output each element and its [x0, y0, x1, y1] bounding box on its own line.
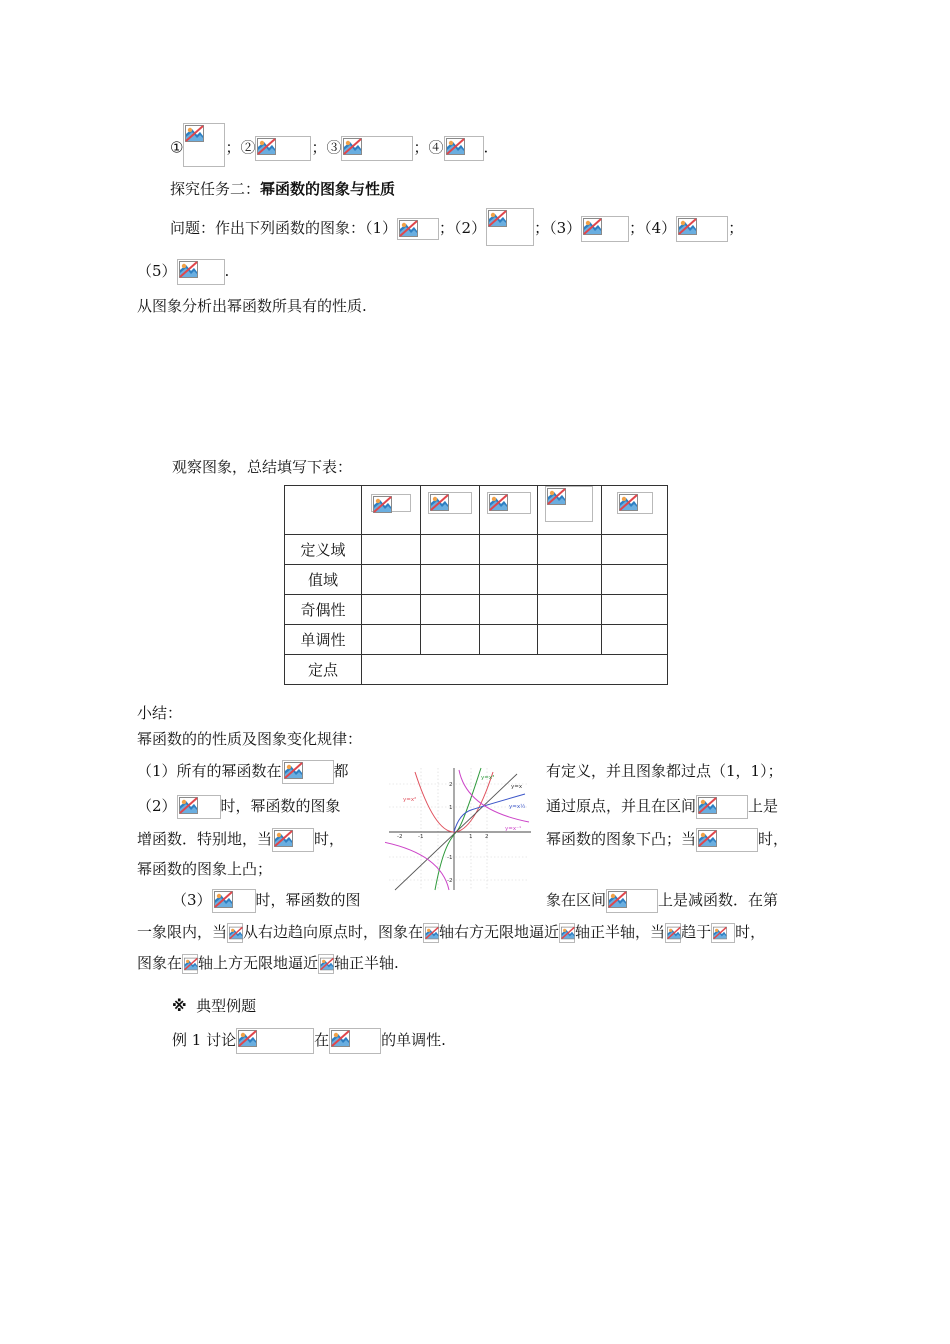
broken-image-icon [343, 138, 362, 155]
summary-p2: （2） 时，幂函数的图象 [137, 795, 341, 817]
properties-table [284, 485, 668, 685]
summary-subtitle: 幂函数的的性质及图象变化规律： [137, 730, 363, 748]
label-linear: y=x [511, 784, 523, 790]
question-line: 问题：作出下列函数的图象：（1） ；（2） ；（3） ；（4） ； [170, 216, 743, 238]
summary-p4: 幂函数的图象上凸； [137, 860, 273, 878]
formula-image [581, 216, 629, 242]
example-1: 例 1 讨论 在 的单调性. [172, 1028, 446, 1050]
formula-image [487, 492, 531, 514]
table-row: 定点 [285, 655, 668, 685]
formula-image [236, 1028, 314, 1054]
formula-image [329, 1028, 381, 1054]
tick-x-2: 2 [485, 834, 489, 840]
formula-image [212, 889, 256, 913]
summary-p3-right: 幂函数的图象下凸；当 时， [546, 828, 788, 850]
broken-image-icon [284, 762, 303, 779]
broken-image-icon [488, 210, 507, 227]
task2-heading: 探究任务二：幂函数的图象与性质 [170, 180, 396, 198]
formula-image [545, 486, 593, 522]
broken-image-icon [179, 261, 198, 278]
formula-image [444, 136, 484, 161]
broken-image-icon [257, 138, 276, 155]
item-marker-2: ；② [225, 138, 256, 157]
label-inverse: y=x⁻¹ [505, 826, 522, 832]
formula-image [177, 259, 225, 285]
broken-image-icon [430, 494, 449, 511]
formula-image [559, 923, 575, 943]
formula-image [272, 828, 314, 852]
observe-text: 观察图象，总结填写下表： [172, 458, 353, 476]
summary-p1: （1）所有的幂函数在 都 [137, 760, 349, 782]
task2-title: 幂函数的图象与性质 [260, 180, 396, 198]
summary-p2-right: 通过原点，并且在区间 上是 [546, 795, 778, 817]
table-row: 奇偶性 [285, 595, 668, 625]
tick-x-m1: -1 [418, 834, 424, 840]
table-row: 值域 [285, 565, 668, 595]
tick-y-1: 1 [449, 805, 453, 811]
formula-image [423, 923, 439, 943]
broken-image-icon [713, 925, 727, 941]
broken-image-icon [373, 496, 392, 513]
broken-image-icon [489, 494, 508, 511]
tick-y-m1: -1 [447, 855, 453, 861]
summary-p5: （3） 时，幂函数的图 [172, 889, 361, 911]
formula-image [428, 492, 472, 514]
tick-x-1: 1 [469, 834, 473, 840]
broken-image-icon [229, 925, 243, 941]
analyze-text: 从图象分析出幂函数所具有的性质. [137, 297, 367, 315]
broken-image-icon [425, 925, 439, 941]
formula-image [676, 216, 728, 242]
table-row: 单调性 [285, 625, 668, 655]
broken-image-icon [583, 218, 602, 235]
formula-image [182, 954, 198, 974]
broken-image-icon [446, 138, 465, 155]
broken-image-icon [547, 488, 566, 505]
formula-image [341, 136, 413, 161]
formula-image [617, 492, 653, 514]
tick-y-2: 2 [449, 782, 453, 788]
broken-image-icon [561, 925, 575, 941]
item-marker-3: ；③ [311, 138, 342, 157]
formula-image [696, 828, 758, 852]
broken-image-icon [619, 494, 638, 511]
label-sqrt: y=x½ [509, 804, 526, 810]
curve-x-cubed [435, 768, 481, 890]
label-square: y=x² [403, 797, 417, 803]
label-cube: y=x³ [481, 775, 495, 781]
summary-p1-right: 有定义，并且图象都过点（1，1）； [546, 762, 783, 780]
broken-image-icon [698, 797, 717, 814]
summary-title: 小结： [137, 704, 183, 722]
item-marker-1: ① [170, 138, 184, 157]
broken-image-icon [320, 956, 334, 972]
broken-image-icon [698, 830, 717, 847]
broken-image-icon [274, 830, 293, 847]
table-header-row [285, 486, 668, 535]
reference-mark: ※ [172, 997, 187, 1015]
summary-p7: 图象在 轴上方无限地逼近 轴正半轴. [137, 954, 399, 972]
broken-image-icon [399, 220, 418, 237]
table-row: 定义域 [285, 535, 668, 565]
formula-image [665, 923, 681, 943]
formula-list-line: ① ；② ；③ ；④ . [170, 136, 488, 158]
tick-y-m2: -2 [447, 878, 453, 884]
broken-image-icon [238, 1030, 257, 1047]
formula-image [177, 795, 221, 819]
curve-x-inverse-left [385, 842, 449, 890]
broken-image-icon [184, 956, 198, 972]
formula-image [696, 795, 748, 819]
formula-image [606, 889, 658, 913]
broken-image-icon [214, 891, 233, 908]
examples-heading: ※ 典型例题 [172, 997, 257, 1015]
summary-p3: 增函数．特别地，当 时， [137, 828, 344, 850]
broken-image-icon [667, 925, 681, 941]
formula-image [227, 923, 243, 943]
broken-image-icon [185, 125, 204, 142]
summary-p6: 一象限内，当 从右边趋向原点时，图象在 轴右方无限地逼近 轴正半轴，当 趋于 时， [137, 923, 766, 941]
formula-image [318, 954, 334, 974]
formula-image [255, 136, 311, 161]
formula-image [371, 494, 411, 512]
broken-image-icon [608, 891, 627, 908]
tick-x-m2: -2 [397, 834, 403, 840]
formula-image [711, 923, 735, 943]
broken-image-icon [179, 797, 198, 814]
broken-image-icon [331, 1030, 350, 1047]
question-line-2: （5） . [137, 259, 229, 281]
formula-image [183, 123, 225, 167]
formula-image [486, 208, 534, 246]
power-functions-graph [385, 766, 535, 891]
formula-image [397, 218, 439, 240]
formula-image [282, 760, 334, 784]
item-marker-4: ；④ [413, 138, 444, 157]
broken-image-icon [678, 218, 697, 235]
summary-p5-right: 象在区间 上是减函数．在第 [546, 889, 778, 911]
